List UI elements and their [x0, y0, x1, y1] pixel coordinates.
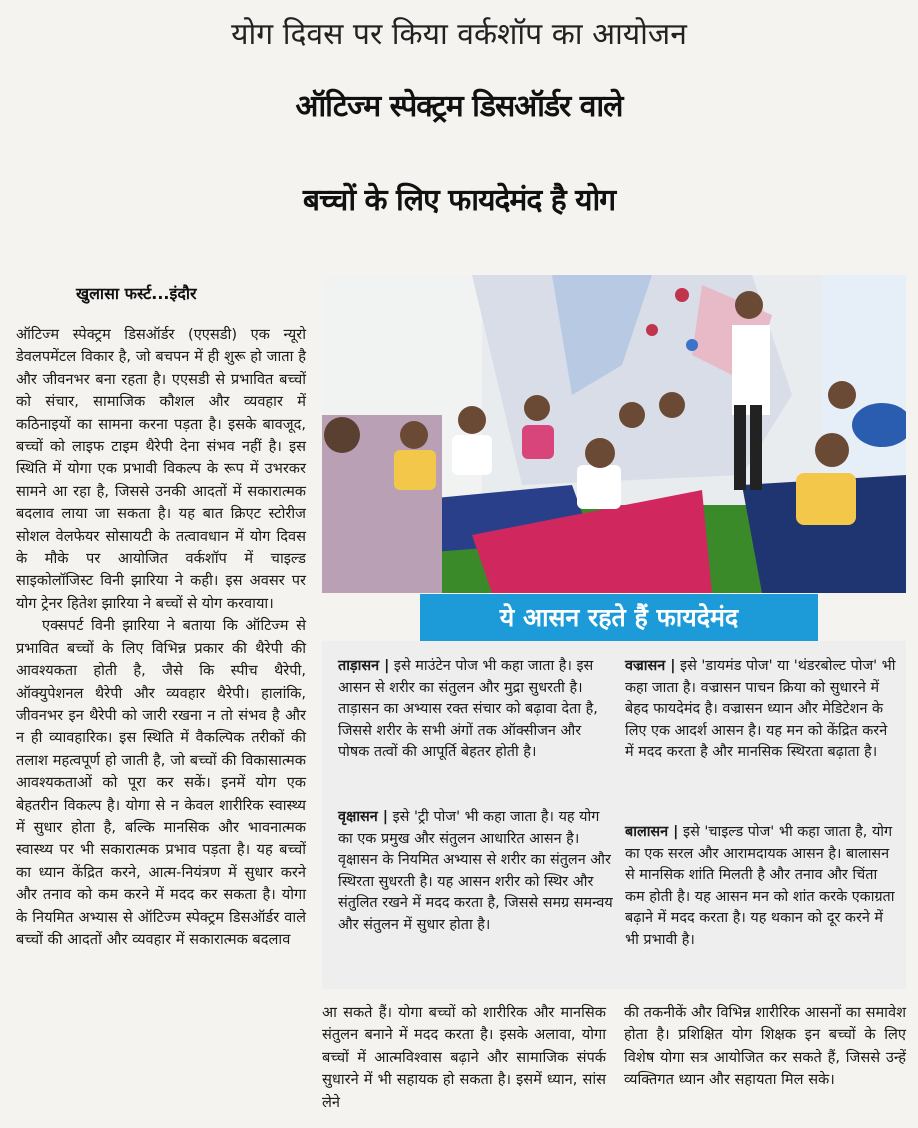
kicker: योग दिवस पर किया वर्कशॉप का आयोजन: [231, 17, 687, 52]
asana-name: बालासन |: [625, 824, 679, 840]
yoga-class-photo: [322, 275, 906, 593]
asana-name: ताड़ासन |: [338, 658, 390, 674]
paragraph: एक्सपर्ट विनी झारिया ने बताया कि ऑटिज्म से प्रभावित बच्चों के लिए विभिन्न प्रकार की थैरेपी की आवश्यकता होती है, जैसे कि स्पीच थैरेपी, ऑक्युपेशनल थैरेपी और व्यवहार थैरेपी। हालांकि, जीवनभर इन थैरेपी को जारी रखना न तो संभव है और न ही व्यावहारिक। इस स्थिति में वैकल्पिक तरीकों की तलाश महत्वपूर्ण हो जाती है, जो बच्चों की विकासात्मक आवश्यकताओं को पूरा कर सकें। इनमें योग एक बेहतरीन विकल्प है। योगा से न केवल शारीरिक स्वास्थ्य में सुधार होता है, बल्कि मानसिक और भावनात्मक स्वास्थ्य पर भी सकारात्मक प्रभाव पड़ता है। यह बच्चों का ध्यान केंद्रित करने, आत्म-नियंत्रण में सुधार करने और तनाव को कम करने में मदद कर सकता है। योगा के नियमित अभ्यास से ऑटिज्म स्पेक्ट्रम डिसऑर्डर वाले बच्चों की आदतों और व्यवहार में सकारात्मक बदलाव: [16, 617, 306, 948]
asana-text: इसे 'डायमंड पोज' या 'थंडरबोल्ट पोज' भी कहा जाता है। वज्रासन पाचन क्रिया को सुधारने में बेहद फायदेमंद है। वज्रासन ध्यान और मेडिटेशन के लिए एक आदर्श आसन है। यह मन को केंद्रित करने में मदद करता है और मानसिक स्थिरता बढ़ाता है।: [625, 658, 896, 761]
asana-name: वृक्षासन |: [338, 809, 389, 825]
asana-vajrasana: [625, 656, 897, 764]
asana-balasana: [625, 822, 897, 952]
asana-vrikshasana: [338, 807, 614, 937]
photo-illustration: [322, 275, 906, 593]
bottom-column-2: की तकनीकें और विभिन्न शारीरिक आसनों का समावेश होता है। प्रशिक्षित योग शिक्षक इन बच्चों के लिए विशेष योगा सत्र आयोजित कर सकते हैं, जिससे उन्हें व्यक्तिगत ध्यान और सहायता मिल सके।: [624, 1004, 906, 1089]
left-column: [16, 324, 306, 951]
asana-text: इसे माउंटेन पोज भी कहा जाता है। इस आसन से शरीर का संतुलन और मुद्रा सुधरती है। ताड़ासन का अभ्यास रक्त संचार को बढ़ावा देता है, जिससे शरीर के सभी अंगों तक ऑक्सीजन और पोषक तत्वों की आपूर्ति बेहतर होती है।: [338, 658, 598, 761]
headline-line-2: बच्चों के लिए फायदेमंद है योग: [302, 183, 616, 218]
asana-text: इसे 'चाइल्ड पोज' भी कहा जाता है, योग का एक सरल और आरामदायक आसन है। बालासन से मानसिक शांति मिलती है और तनाव और चिंता कम होती है। यह आसन मन को शांत करके एकाग्रता बढ़ाने में मदद करता है। यह थकान को दूर करने में भी प्रभावी है।: [625, 824, 895, 948]
paragraph: ऑटिज्म स्पेक्ट्रम डिसऑर्डर (एएसडी) एक न्यूरो डेवलपमेंटल विकार है, जो बचपन में ही शुरू हो जाता है और जीवनभर बना रहता है। एएसडी से प्रभावित बच्चों को संचार, सामाजिक कौशल और व्यवहार में कठिनाइयों का सामना करना पड़ता है। इसके बावजूद, बच्चों को लाइफ टाइम थैरेपी देना संभव नहीं है। इस स्थिति में योगा एक प्रभावी विकल्प के रूप में उभरकर सामने आ रहा है, जिससे उनकी आदतों में सकारात्मक बदलाव लाया जा सकता है। यह बात क्रिएट स्टोरीज सोशल वेलफेयर सोसायटी के तत्वावधान में योग दिवस के मौके पर आयोजित वर्कशॉप में चाइल्ड साइकोलॉजिस्ट विनी झारिया ने कही। इस अवसर पर योग ट्रेनर हितेश झारिया ने बच्चों से योग करवाया।: [16, 326, 306, 612]
byline: खुलासा फर्स्ट...इंदौर: [76, 284, 197, 303]
bottom-column-1: आ सकते हैं। योगा बच्चों को शारीरिक और मानसिक संतुलन बनाने में मदद करता है। इसके अलावा, योगा बच्चों में आत्मविश्वास बढ़ाने और सामाजिक संपर्क सुधारने में भी सहायक हो सकता है। इसमें ध्यान, सांस लेने: [322, 1004, 606, 1111]
asanas-box-title: ये आसन रहते हैं फायदेमंद: [420, 594, 818, 641]
asana-text: इसे 'ट्री पोज' भी कहा जाता है। यह योग का एक प्रमुख और संतुलन आधारित आसन है। वृक्षासन के नियमित अभ्यास से शरीर का संतुलन और स्थिरता सुधरती है। यह आसन शरीर को स्थिर और संतुलित रखने में मदद करता है, जिससे समग्र समन्वय और संतुलन में सुधार होता है।: [338, 809, 613, 933]
asana-name: वज्रासन |: [625, 658, 676, 674]
headline-line-1: ऑटिज्म स्पेक्ट्रम डिसऑर्डर वाले: [295, 89, 623, 124]
asana-tadasana: [338, 656, 614, 764]
